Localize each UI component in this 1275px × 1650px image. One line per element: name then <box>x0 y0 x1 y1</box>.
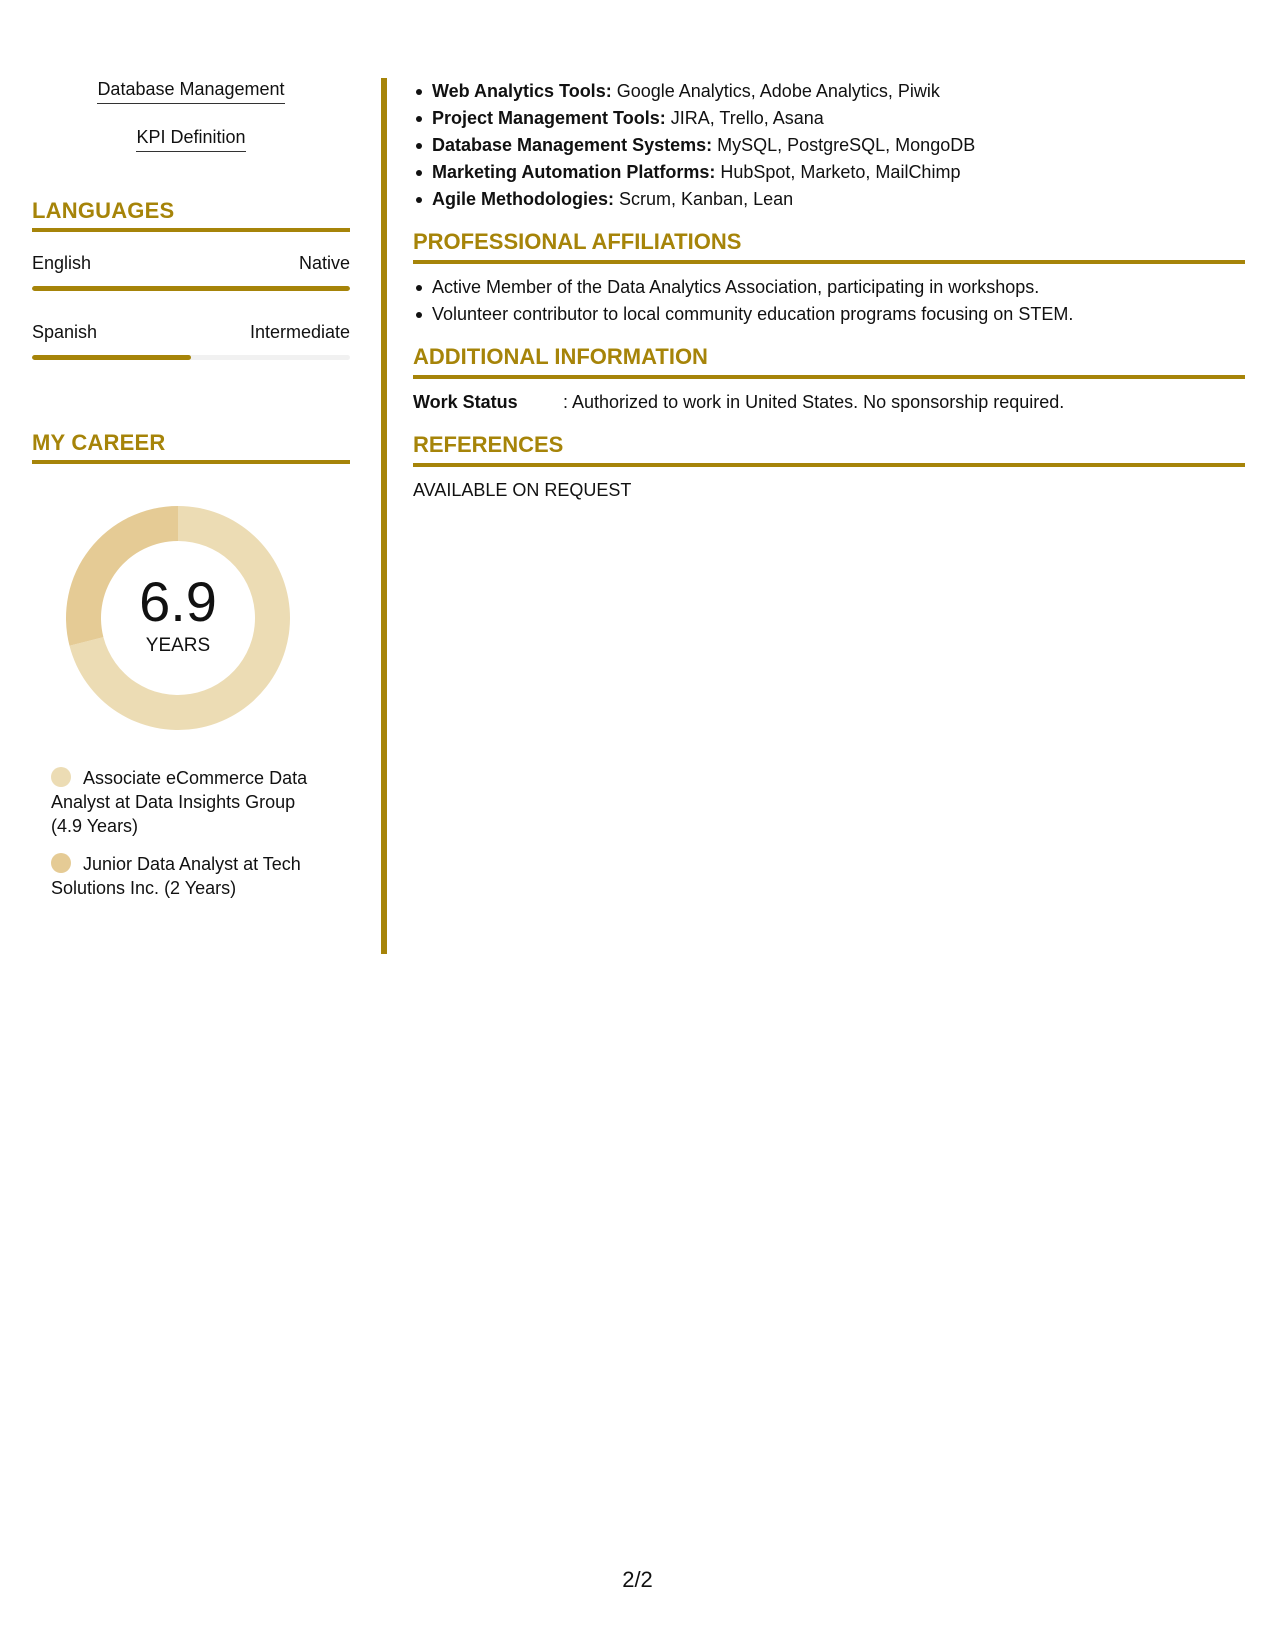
skill-value: Google Analytics, Adobe Analytics, Piwik <box>611 81 940 101</box>
skill-tags <box>32 78 350 174</box>
affiliation-item: Active Member of the Data Analytics Association, participating in workshops. <box>432 274 1245 301</box>
languages-section <box>32 198 350 360</box>
main-column <box>413 78 1245 504</box>
career-legend-label: Associate eCommerce Data Analyst at Data Insights Group (4.9 Years) <box>51 768 308 836</box>
language-proficiency-fill <box>32 355 191 360</box>
work-status-value: : Authorized to work in United States. No sponsorship required. <box>563 392 1065 412</box>
language-list <box>32 252 350 360</box>
skill-label: Marketing Automation Platforms: <box>432 162 716 182</box>
legend-dot-icon <box>51 767 71 787</box>
language-name: English <box>32 253 92 273</box>
skill-tag: KPI Definition <box>136 126 245 152</box>
skill-tag: Database Management <box>97 78 284 104</box>
skill-item <box>432 159 1245 186</box>
skills-list <box>413 78 1245 213</box>
language-name: Spanish <box>32 322 98 342</box>
career-donut-chart <box>66 506 290 730</box>
career-heading: MY CAREER <box>32 430 350 464</box>
language-proficiency-bar <box>32 355 350 360</box>
language-item <box>32 252 350 291</box>
skill-label: Web Analytics Tools: <box>432 81 612 101</box>
career-section <box>32 430 350 900</box>
languages-heading: LANGUAGES <box>32 198 350 232</box>
additional-info-heading: ADDITIONAL INFORMATION <box>413 344 1245 379</box>
references-text: AVAILABLE ON REQUEST <box>413 480 632 500</box>
affiliations-heading: PROFESSIONAL AFFILIATIONS <box>413 229 1245 264</box>
sidebar <box>32 78 350 914</box>
column-divider <box>381 78 387 954</box>
career-total-unit: YEARS <box>145 635 211 656</box>
language-proficiency-fill <box>32 286 350 291</box>
language-level: Intermediate <box>249 322 350 342</box>
language-item <box>32 321 350 360</box>
legend-dot-icon <box>51 853 71 873</box>
skill-label: Database Management Systems: <box>432 135 713 155</box>
skill-value: Scrum, Kanban, Lean <box>614 189 794 209</box>
career-legend-item <box>51 852 331 900</box>
skill-value: JIRA, Trello, Asana <box>665 108 824 128</box>
affiliations-list <box>413 274 1245 328</box>
affiliation-item: Volunteer contributor to local community education programs focusing on STEM. <box>432 301 1245 328</box>
page-number: 2/2 <box>622 1567 653 1592</box>
skill-item <box>432 78 1245 105</box>
career-total-years: 6.9 <box>139 570 217 633</box>
language-level: Native <box>298 253 350 273</box>
career-legend-label: Junior Data Analyst at Tech Solutions Inc. (2 Years) <box>51 854 301 898</box>
work-status-row <box>413 389 1245 416</box>
skill-label: Project Management Tools: <box>432 108 666 128</box>
skill-value: MySQL, PostgreSQL, MongoDB <box>712 135 976 155</box>
career-legend-item <box>51 766 331 838</box>
skill-item <box>432 105 1245 132</box>
career-legend <box>51 766 331 900</box>
skill-value: HubSpot, Marketo, MailChimp <box>715 162 961 182</box>
career-donut-center <box>66 506 290 730</box>
skill-item <box>432 186 1245 213</box>
language-proficiency-bar <box>32 286 350 291</box>
work-status-label: Work Status <box>413 392 518 412</box>
skill-label: Agile Methodologies: <box>432 189 614 209</box>
skill-item <box>432 132 1245 159</box>
references-heading: REFERENCES <box>413 432 1245 467</box>
